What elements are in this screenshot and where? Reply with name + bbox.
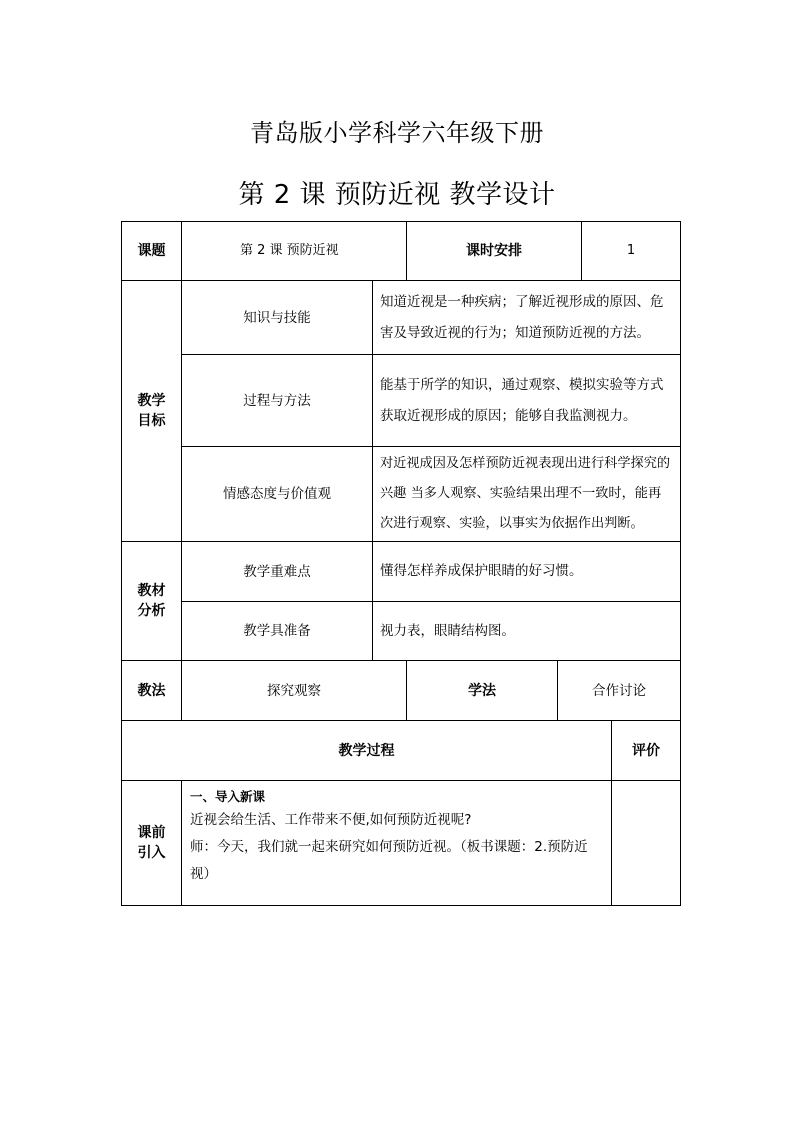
hours-value: 1 bbox=[582, 221, 681, 281]
intro-evaluation-cell bbox=[612, 781, 681, 906]
topic-label: 课题 bbox=[121, 221, 182, 281]
intro-line-1: 近视会给生活、工作带来不便,如何预防近视呢? bbox=[190, 812, 472, 828]
goals-label: 教学 目标 bbox=[121, 281, 182, 542]
goal-process-text: 能基于所学的知识，通过观察、模拟实验等方式获取近视形成的原因；能够自我监测视力。 bbox=[373, 355, 681, 447]
intro-content bbox=[182, 781, 612, 906]
intro-heading: 一、导入新课 bbox=[190, 789, 266, 804]
key-points-label: 教学重难点 bbox=[182, 542, 373, 602]
hours-label: 课时安排 bbox=[407, 221, 582, 281]
goal-knowledge-label: 知识与技能 bbox=[182, 281, 373, 355]
goal-knowledge-text: 知道近视是一种疾病；了解近视形成的原因、危害及导致近视的行为；知道预防近视的方法。 bbox=[373, 281, 681, 355]
learning-method-value: 合作讨论 bbox=[558, 661, 681, 721]
teaching-method-label: 教法 bbox=[121, 661, 182, 721]
goal-attitude-label: 情感态度与价值观 bbox=[182, 447, 373, 542]
goal-process-label: 过程与方法 bbox=[182, 355, 373, 447]
materials-label: 教学具准备 bbox=[182, 602, 373, 661]
goal-attitude-text: 对近视成因及怎样预防近视表现出进行科学探究的兴趣 当多人观察、实验结果出理不一致时，能再次进行观察、实验，以事实为依据作出判断。 bbox=[373, 447, 681, 542]
learning-method-label: 学法 bbox=[407, 661, 558, 721]
lesson-title: 第 2 课 预防近视 教学设计 bbox=[238, 180, 556, 210]
key-points-text: 懂得怎样养成保护眼睛的好习惯。 bbox=[373, 542, 681, 602]
teaching-method-value: 探究观察 bbox=[182, 661, 407, 721]
material-label: 教材 分析 bbox=[121, 542, 182, 661]
intro-line-2: 师：今天，我们就一起来研究如何预防近视。（板书课题：2.预防近视） bbox=[190, 839, 588, 882]
evaluation-header: 评价 bbox=[612, 721, 681, 781]
document-title: 青岛版小学科学六年级下册 bbox=[250, 119, 544, 147]
intro-label: 课前 引入 bbox=[121, 781, 182, 906]
materials-text: 视力表，眼睛结构图。 bbox=[373, 602, 681, 661]
topic-value: 第 2 课 预防近视 bbox=[182, 221, 407, 281]
process-header: 教学过程 bbox=[121, 721, 612, 781]
